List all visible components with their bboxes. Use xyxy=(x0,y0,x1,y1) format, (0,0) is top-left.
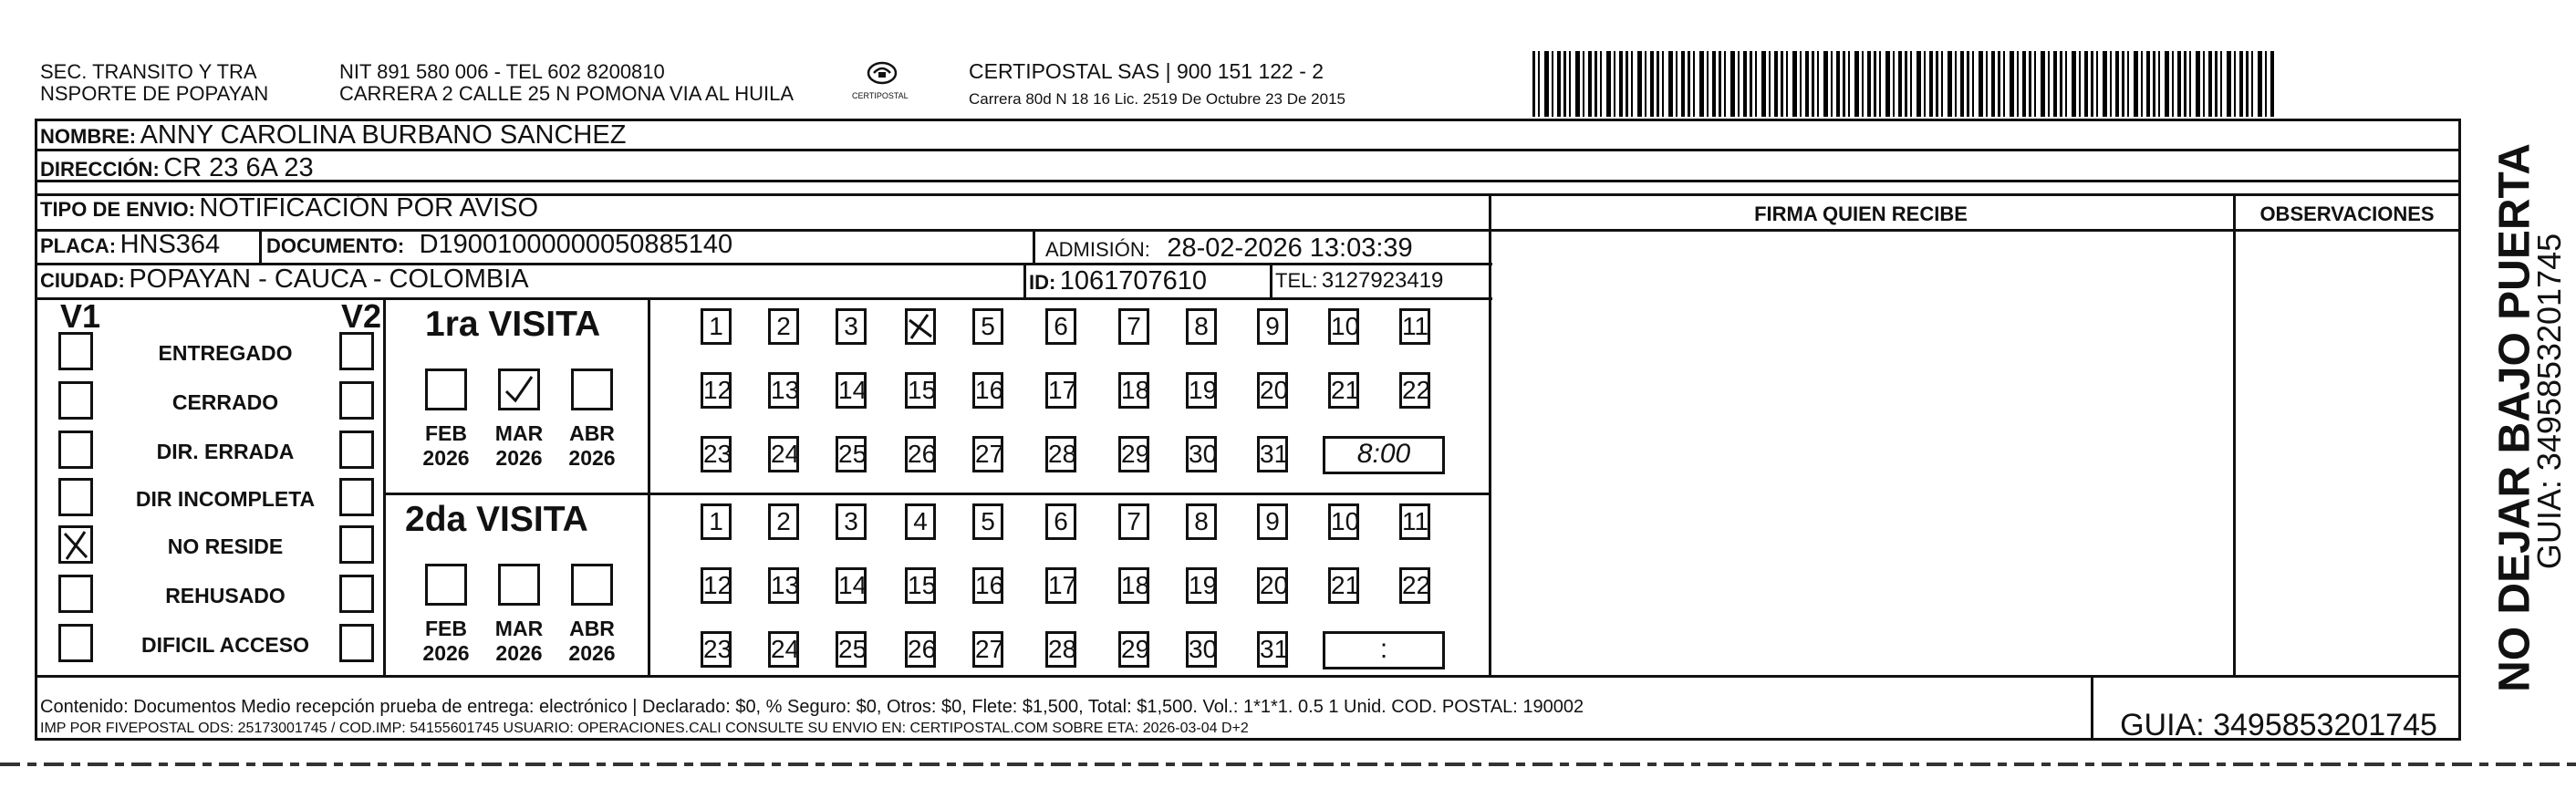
status-label: REHUSADO xyxy=(165,584,286,607)
second-visit-day-box[interactable]: 17 xyxy=(1045,567,1076,604)
second-visit-time-box[interactable]: : xyxy=(1323,631,1445,669)
v2-checkbox[interactable] xyxy=(339,332,374,370)
v2-checkbox[interactable] xyxy=(339,478,374,516)
second-visit-day-box[interactable]: 25 xyxy=(836,631,867,668)
first-visit-day-box[interactable]: 18 xyxy=(1118,372,1149,409)
second-visit-day-box[interactable]: 1 xyxy=(701,503,732,540)
first-visit-day-box[interactable]: 28 xyxy=(1045,436,1076,472)
first-visit-day-box[interactable]: 27 xyxy=(972,436,1003,472)
ciudad-label: CIUDAD: xyxy=(40,269,125,292)
placa-value: HNS364 xyxy=(119,230,221,259)
first-visit-month-checkbox[interactable] xyxy=(498,368,540,410)
v1-checkbox[interactable] xyxy=(58,381,93,420)
first-visit-month-checkbox[interactable] xyxy=(571,368,613,410)
status-label: DIR. ERRADA xyxy=(156,440,295,463)
id-value: 1061707610 xyxy=(1059,266,1208,296)
company-license-line: Carrera 80d N 18 16 Lic. 2519 De Octubre 23 De 2015 xyxy=(969,90,1345,108)
second-visit-day-box[interactable]: 10 xyxy=(1328,503,1359,540)
second-visit-day-box[interactable]: 20 xyxy=(1257,567,1288,604)
second-visit-day-box[interactable]: 14 xyxy=(836,567,867,604)
second-visit-day-box[interactable]: 26 xyxy=(905,631,936,668)
first-visit-day-box[interactable]: 23 xyxy=(701,436,732,472)
second-visit-day-box[interactable]: 29 xyxy=(1118,631,1149,668)
footer-print-line: IMP POR FIVEPOSTAL ODS: 25173001745 / COD.IMP: 54155601745 USUARIO: OPERACIONES.CALI CONSULTE SU ENVIO EN: CERTIPOSTAL.COM SOBRE ETA: 2026-03-04 D+2 xyxy=(40,721,1249,736)
second-visit-month-checkbox[interactable] xyxy=(498,564,540,606)
first-visit-day-box[interactable]: 24 xyxy=(768,436,799,472)
first-visit-day-box[interactable] xyxy=(905,308,936,345)
documento-value: D19001000000050885140 xyxy=(419,230,733,259)
company-line: CERTIPOSTAL SAS | 900 151 122 - 2 xyxy=(969,59,1324,83)
status-label: NO RESIDE xyxy=(167,534,284,558)
v2-checkbox[interactable] xyxy=(339,575,374,613)
first-visit-day-box[interactable]: 19 xyxy=(1186,372,1217,409)
second-visit-day-box[interactable]: 16 xyxy=(972,567,1003,604)
tipo-envio-value: NOTIFICACIÓN POR AVISO xyxy=(199,193,539,223)
id-label: ID: xyxy=(1029,271,1056,294)
ciudad-value: POPAYAN - CAUCA - COLOMBIA xyxy=(129,265,529,294)
second-visit-month-checkbox[interactable] xyxy=(571,564,613,606)
first-visit-day-box[interactable]: 17 xyxy=(1045,372,1076,409)
first-visit-day-box[interactable]: 15 xyxy=(905,372,936,409)
second-visit-day-box[interactable]: 3 xyxy=(836,503,867,540)
footer-guia: GUIA: 3495853201745 xyxy=(2120,708,2437,742)
second-visit-day-box[interactable]: 19 xyxy=(1186,567,1217,604)
v1-label: V1 xyxy=(60,297,101,335)
nit-line: NIT 891 580 006 - TEL 602 8200810 xyxy=(339,60,665,83)
address-line: CARRERA 2 CALLE 25 N POMONA VIA AL HUILA xyxy=(339,82,795,105)
direccion-value: CR 23 6A 23 xyxy=(163,153,314,182)
second-visit-day-box[interactable]: 12 xyxy=(701,567,732,604)
v2-checkbox[interactable] xyxy=(339,431,374,469)
direccion-label: DIRECCIÓN: xyxy=(40,158,160,181)
tel-label: TEL: xyxy=(1275,269,1318,292)
second-visit-day-box[interactable]: 5 xyxy=(972,503,1003,540)
first-visit-day-box[interactable]: 30 xyxy=(1186,436,1217,472)
second-visit-day-box[interactable]: 24 xyxy=(768,631,799,668)
first-visit-day-box[interactable]: 7 xyxy=(1118,308,1149,345)
first-visit-day-box[interactable]: 10 xyxy=(1328,308,1359,345)
first-visit-day-box[interactable]: 29 xyxy=(1118,436,1149,472)
tel-value: 3127923419 xyxy=(1321,268,1444,293)
first-visit-day-box[interactable]: 13 xyxy=(768,372,799,409)
second-visit-day-box[interactable]: 13 xyxy=(768,567,799,604)
second-visit-day-box[interactable]: 18 xyxy=(1118,567,1149,604)
first-visit-month-label: ABR 2026 xyxy=(568,421,616,470)
firma-header: FIRMA QUIEN RECIBE xyxy=(1754,202,1968,225)
status-label: ENTREGADO xyxy=(158,341,293,365)
second-visit-day-box[interactable]: 4 xyxy=(905,503,936,540)
first-visit-month-checkbox[interactable] xyxy=(425,368,467,410)
first-visit-month-label: FEB 2026 xyxy=(422,421,470,470)
v1-checkbox[interactable] xyxy=(58,624,93,662)
second-visit-day-box[interactable]: 28 xyxy=(1045,631,1076,668)
second-visit-day-box[interactable]: 27 xyxy=(972,631,1003,668)
first-visit-day-box[interactable]: 8 xyxy=(1186,308,1217,345)
footer-contents-line: Contenido: Documentos Medio recepción prueba de entrega: electrónico | Declarado: $0, % Seguro: $0, Otros: $0, Flete: $1,500, Total: $1,500. Vol.: 1*1*1. 0.5 1 Unid. COD. POSTAL: 190002 xyxy=(40,697,1584,717)
org-name-line2: NSPORTE DE POPAYAN xyxy=(40,82,269,105)
first-visit-day-box[interactable]: 16 xyxy=(972,372,1003,409)
second-visit-day-box[interactable]: 6 xyxy=(1045,503,1076,540)
status-label: DIFICIL ACCESO xyxy=(140,633,309,657)
second-visit-day-box[interactable]: 15 xyxy=(905,567,936,604)
v1-checkbox[interactable] xyxy=(58,525,93,564)
first-visit-time-box[interactable]: 8:00 xyxy=(1323,436,1445,474)
status-label: DIR INCOMPLETA xyxy=(135,487,316,511)
first-visit-day-box[interactable]: 31 xyxy=(1257,436,1288,472)
tracking-barcode xyxy=(1532,51,2275,117)
status-label: CERRADO xyxy=(171,390,279,414)
second-visit-month-checkbox[interactable] xyxy=(425,564,467,606)
v1-checkbox[interactable] xyxy=(58,332,93,370)
first-visit-day-box[interactable]: 11 xyxy=(1399,308,1430,345)
first-visit-day-box[interactable]: 14 xyxy=(836,372,867,409)
first-visit-day-box[interactable]: 6 xyxy=(1045,308,1076,345)
certipostal-logo-icon xyxy=(865,60,899,86)
documento-label: DOCUMENTO: xyxy=(266,234,405,257)
first-visit-month-label: MAR 2026 xyxy=(494,421,544,470)
logo-text: CERTIPOSTAL xyxy=(852,91,909,100)
first-visit-day-box[interactable]: 26 xyxy=(905,436,936,472)
second-visit-month-label: MAR 2026 xyxy=(494,617,544,665)
second-visit-month-label: FEB 2026 xyxy=(422,617,470,665)
first-visit-day-box[interactable]: 3 xyxy=(836,308,867,345)
cut-line xyxy=(0,763,2576,766)
second-visit-day-box[interactable]: 22 xyxy=(1399,567,1430,604)
first-visit-day-box[interactable]: 21 xyxy=(1328,372,1359,409)
first-visit-day-box[interactable]: 20 xyxy=(1257,372,1288,409)
observations-area[interactable] xyxy=(2237,233,2457,674)
v2-label: V2 xyxy=(341,297,382,335)
second-visit-month-label: ABR 2026 xyxy=(568,617,616,665)
second-visit-title: 2da VISITA xyxy=(405,500,588,539)
first-visit-title: 1ra VISITA xyxy=(425,305,601,344)
v1-checkbox[interactable] xyxy=(58,478,93,516)
admision-label: ADMISIÓN: xyxy=(1045,238,1150,261)
nombre-value: ANNY CAROLINA BURBANO SANCHEZ xyxy=(140,120,627,150)
org-name-line1: SEC. TRANSITO Y TRA xyxy=(40,60,257,83)
tipo-envio-label: TIPO DE ENVIO: xyxy=(40,198,195,221)
second-visit-day-box[interactable]: 11 xyxy=(1399,503,1430,540)
admision-value: 28-02-2026 13:03:39 xyxy=(1167,233,1413,263)
first-visit-day-box[interactable]: 9 xyxy=(1257,308,1288,345)
no-dejar-bajo-puerta-text: NO DEJAR BAJO PUERTA xyxy=(2490,143,2540,692)
nombre-label: NOMBRE: xyxy=(40,125,137,148)
second-visit-day-box[interactable]: 31 xyxy=(1257,631,1288,668)
second-visit-day-box[interactable]: 23 xyxy=(701,631,732,668)
v2-checkbox[interactable] xyxy=(339,525,374,564)
first-visit-day-box[interactable]: 1 xyxy=(701,308,732,345)
second-visit-day-box[interactable]: 7 xyxy=(1118,503,1149,540)
placa-label: PLACA: xyxy=(40,234,117,257)
first-visit-day-box[interactable]: 5 xyxy=(972,308,1003,345)
second-visit-day-box[interactable]: 8 xyxy=(1186,503,1217,540)
second-visit-day-box[interactable]: 9 xyxy=(1257,503,1288,540)
v2-checkbox[interactable] xyxy=(339,624,374,662)
first-visit-day-box[interactable]: 22 xyxy=(1399,372,1430,409)
first-visit-day-box[interactable]: 12 xyxy=(701,372,732,409)
second-visit-day-box[interactable]: 2 xyxy=(768,503,799,540)
first-visit-day-box[interactable]: 2 xyxy=(768,308,799,345)
v1-checkbox[interactable] xyxy=(58,575,93,613)
second-visit-day-box[interactable]: 21 xyxy=(1328,567,1359,604)
second-visit-day-box[interactable]: 30 xyxy=(1186,631,1217,668)
signature-area[interactable] xyxy=(1492,233,2231,674)
observaciones-header: OBSERVACIONES xyxy=(2259,202,2435,225)
v1-checkbox[interactable] xyxy=(58,431,93,469)
first-visit-day-box[interactable]: 25 xyxy=(836,436,867,472)
side-guia-text: GUIA: 3495853201745 xyxy=(2530,233,2568,570)
v2-checkbox[interactable] xyxy=(339,381,374,420)
